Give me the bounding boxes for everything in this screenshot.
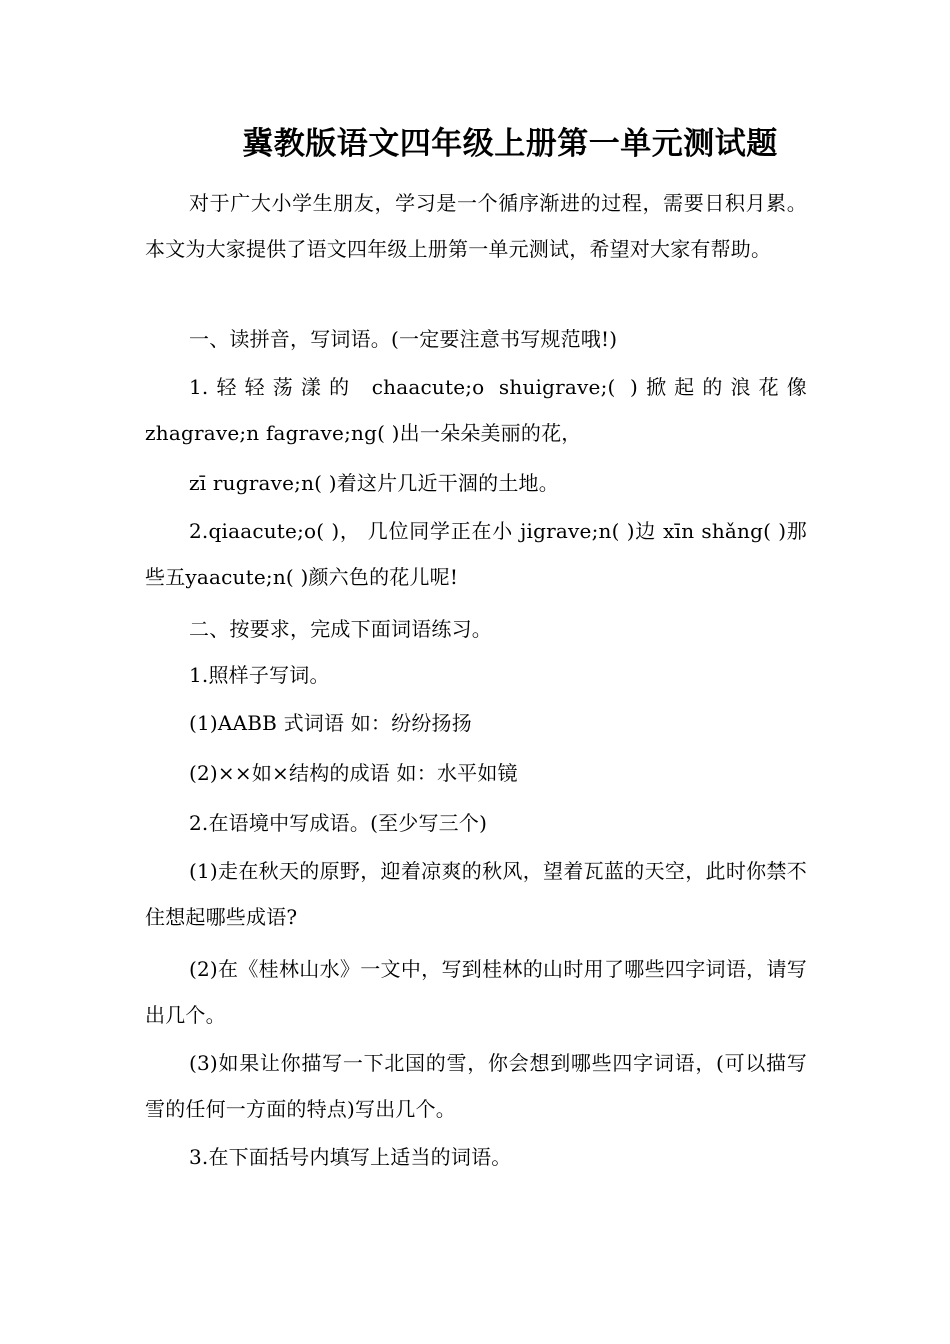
question-2-1: 1.照样子写词。 [189, 663, 330, 687]
intro-paragraph: 对于广大小学生朋友，学习是一个循序渐进的过程，需要日积月累。本文为大家提供了语文四年级上册第一单元测试，希望对大家有帮助。 [145, 191, 807, 261]
question-2-2-c: (3)如果让你描写一下北国的雪，你会想到哪些四字词语，(可以描写雪的任何一方面的特点)写出几个。 [145, 1051, 807, 1121]
document-title: 冀教版语文四年级上册第一单元测试题 [242, 126, 778, 162]
question-1-1-continued: zī rugrave;n( )着这片几近干涸的土地。 [189, 471, 559, 495]
question-2-3: 3.在下面括号内填写上适当的词语。 [189, 1145, 512, 1169]
section-two-heading: 二、按要求，完成下面词语练习。 [189, 617, 492, 641]
question-1-2: 2.qiaacute;o( )， 几位同学正在小 jigrave;n( )边 xīn shǎng( )那些五yaacute;n( )颜六色的花儿呢! [145, 519, 807, 589]
section-one-heading: 一、读拼音，写词语。(一定要注意书写规范哦!) [189, 327, 618, 351]
question-1-1: 1.轻轻荡漾的 chaacute;o shuigrave;( )掀起的浪花像 zhagrave;n fagrave;ng( )出一朵朵美丽的花， [145, 375, 807, 445]
question-2-1-a: (1)AABB 式词语 如：纷纷扬扬 [189, 711, 472, 735]
question-2-2-a: (1)走在秋天的原野，迎着凉爽的秋风，望着瓦蓝的天空，此时你禁不住想起哪些成语? [145, 859, 807, 929]
question-2-2-b: (2)在《桂林山水》一文中，写到桂林的山时用了哪些四字词语，请写出几个。 [145, 957, 807, 1027]
question-2-2: 2.在语境中写成语。(至少写三个) [189, 811, 488, 835]
question-2-1-b: (2)××如×结构的成语 如：水平如镜 [189, 761, 518, 785]
